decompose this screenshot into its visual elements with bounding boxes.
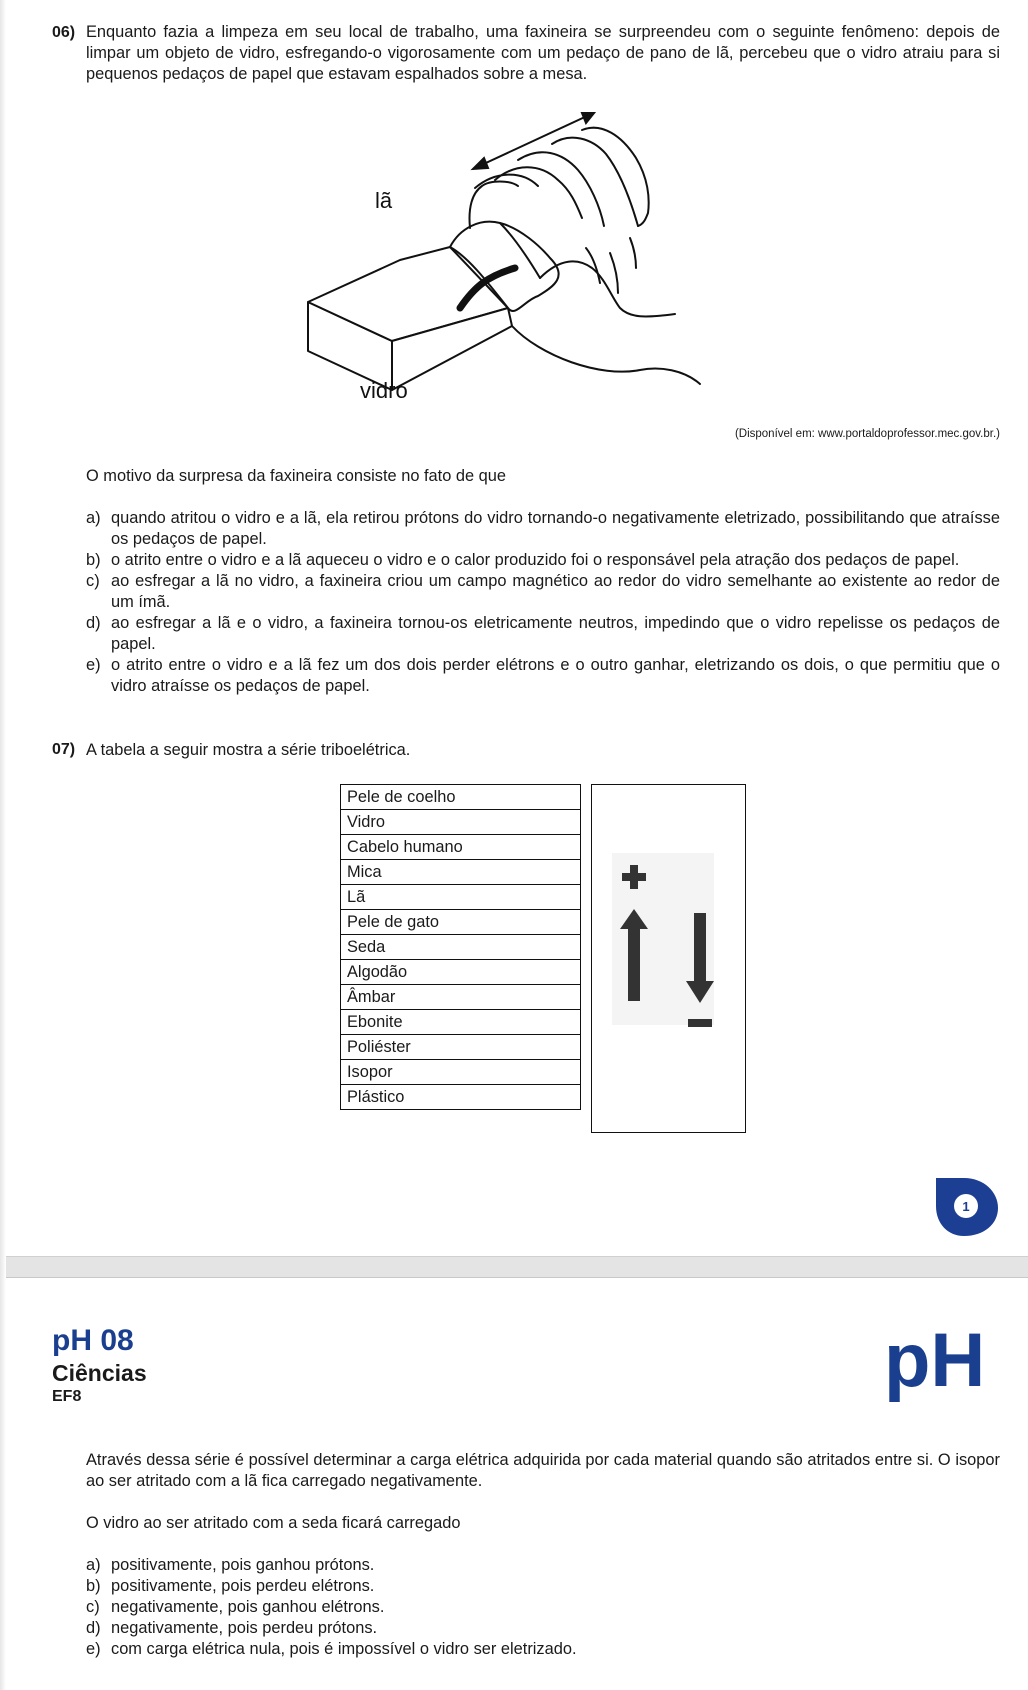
option-text: o atrito entre o vidro e a lã aqueceu o vidro e o calor produzido foi o responsável pela atração dos pedaços de papel. <box>111 551 960 569</box>
option-letter: d) <box>86 614 101 632</box>
option-letter: b) <box>86 1577 101 1595</box>
ph-logo <box>884 1326 1002 1408</box>
table-row: Pele de gato <box>341 910 581 935</box>
option-text: negativamente, pois perdeu prótons. <box>111 1619 378 1637</box>
option-letter: b) <box>86 551 101 569</box>
page-edge-shadow <box>0 0 6 1690</box>
option-text: negativamente, pois ganhou elétrons. <box>111 1598 385 1616</box>
question-06-prompt: O motivo da surpresa da faxineira consiste no fato de que <box>86 467 507 485</box>
option-letter: d) <box>86 1619 101 1637</box>
table-row: Poliéster <box>341 1035 581 1060</box>
option-text: positivamente, pois perdeu elétrons. <box>111 1577 375 1595</box>
option-06-c <box>86 571 1000 613</box>
option-07-c <box>86 1597 1000 1618</box>
table-row: Cabelo humano <box>341 835 581 860</box>
table-row: Ebonite <box>341 1010 581 1035</box>
label-wool: lã <box>375 188 393 213</box>
question-07-statement: A tabela a seguir mostra a série triboelétrica. <box>86 741 411 759</box>
table-row: Âmbar <box>341 985 581 1010</box>
option-06-d <box>86 613 1000 655</box>
table-row: Lã <box>341 885 581 910</box>
option-07-b <box>86 1576 1000 1597</box>
option-06-e <box>86 655 1000 697</box>
wool-glass-figure <box>300 108 740 428</box>
option-06-a <box>86 508 1000 550</box>
question-06-number: 06) <box>52 24 76 41</box>
table-row: Plástico <box>341 1085 581 1110</box>
table-row: Isopor <box>341 1060 581 1085</box>
option-text: com carga elétrica nula, pois é impossível o vidro ser eletrizado. <box>111 1640 577 1658</box>
figure-source: (Disponível em: www.portaldoprofessor.mec.gov.br.) <box>734 428 1000 440</box>
question-07-prompt: O vidro ao ser atritado com a seda ficará carregado <box>86 1514 461 1532</box>
booklet-title: pH 08 <box>52 1324 134 1357</box>
question-07-number: 07) <box>52 741 76 758</box>
option-letter: c) <box>86 572 100 590</box>
question-07-continuation: Através dessa série é possível determinar a carga elétrica adquirida por cada material quando são atritados entre si. O isopor ao ser atritado com a lã fica carregado negativamente. <box>86 1451 1000 1490</box>
table-row: Mica <box>341 860 581 885</box>
option-letter: c) <box>86 1598 100 1616</box>
question-06-statement: Enquanto fazia a limpeza em seu local de trabalho, uma faxineira se surpreendeu com o seguinte fenômeno: depois de limpar um objeto de vidro, esfregando-o vigorosamente com um pedaço de pano de lã, percebeu que o vidro atraiu para si pequenos pedaços de papel que estavam espalhados sobre a mesa. <box>86 23 1000 83</box>
option-text: ao esfregar a lã e o vidro, a faxineira tornou-os eletricamente neutros, impedindo que o vidro repelisse os pedaços de papel. <box>111 614 1000 653</box>
table-row: Algodão <box>341 960 581 985</box>
page-number-badge <box>934 1176 1000 1238</box>
option-text: o atrito entre o vidro e a lã fez um dos dois perder elétrons e o outro ganhar, eletrizando os dois, o que permitiu que o vidro atraísse os pedaços de papel. <box>111 656 1000 695</box>
option-letter: e) <box>86 656 101 674</box>
subject-label: Ciências <box>52 1360 147 1386</box>
grade-label: EF8 <box>52 1388 82 1405</box>
option-07-a <box>86 1555 1000 1576</box>
option-letter: a) <box>86 1556 101 1574</box>
option-text: positivamente, pois ganhou prótons. <box>111 1556 375 1574</box>
page-separator <box>0 1256 1028 1279</box>
option-06-b <box>86 550 1000 571</box>
double-arrow-icon <box>473 113 594 169</box>
minus-icon <box>688 1019 712 1027</box>
label-glass: vidro <box>360 378 408 403</box>
option-text: ao esfregar a lã no vidro, a faxineira criou um campo magnético ao redor do vidro semelhante ao existente ao redor de um ímã. <box>111 572 1000 611</box>
option-letter: e) <box>86 1640 101 1658</box>
page-number: 1 <box>962 1199 970 1214</box>
charge-indicator-panel <box>591 784 746 1133</box>
option-letter: a) <box>86 509 101 527</box>
svg-text:pH: pH <box>884 1326 986 1403</box>
table-row: Seda <box>341 935 581 960</box>
table-row: Vidro <box>341 810 581 835</box>
option-07-d <box>86 1618 1000 1639</box>
table-row: Pele de coelho <box>341 785 581 810</box>
triboelectric-table <box>340 784 581 1110</box>
option-text: quando atritou o vidro e a lã, ela retirou prótons do vidro tornando-o negativamente eletrizado, possibilitando que atraísse os pedaços de papel. <box>111 509 1000 548</box>
option-07-e <box>86 1639 1000 1660</box>
